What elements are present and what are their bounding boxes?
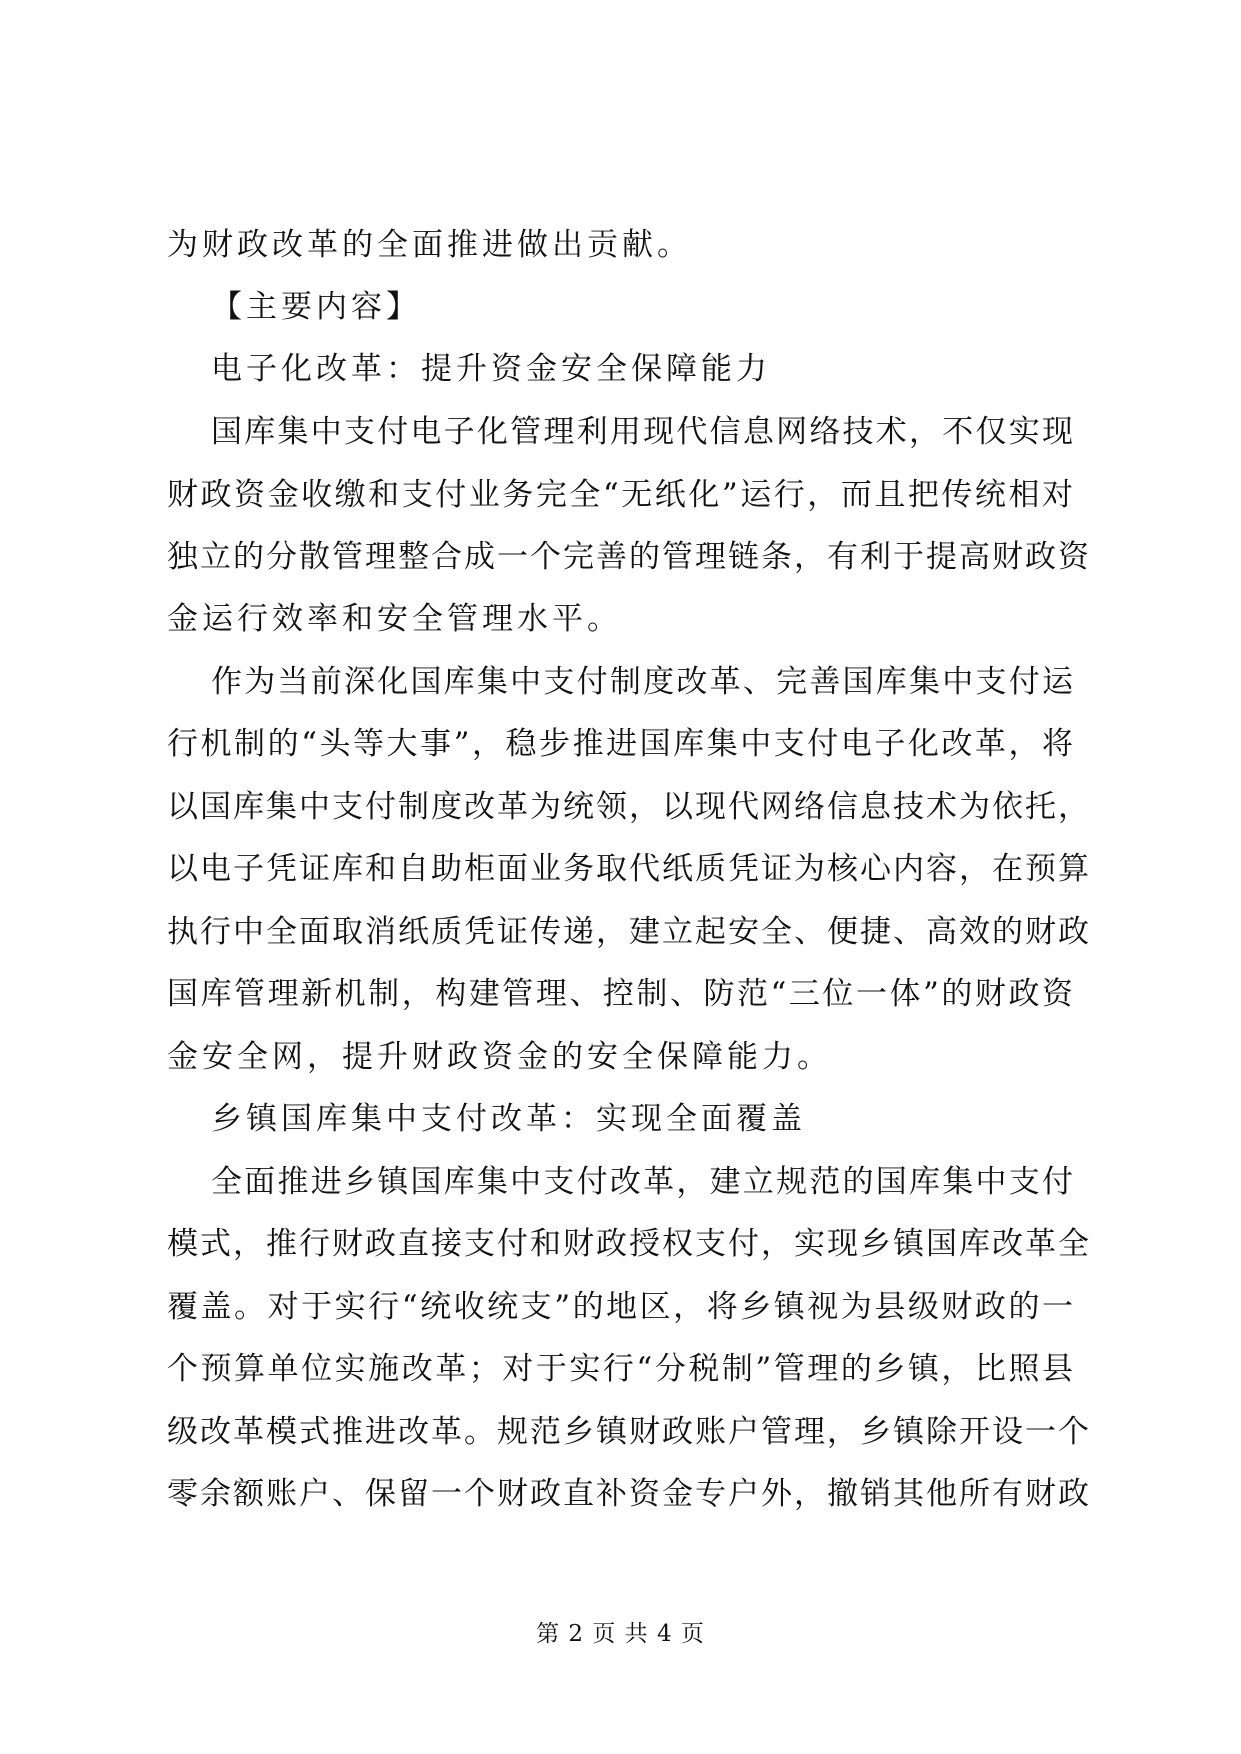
text-line: 金运行效率和安全管理水平。 — [167, 601, 622, 637]
text-line: 国库管理新机制，构建管理、控制、防范“三位一体”的财政资 — [167, 976, 1075, 1012]
text-line: 金安全网，提升财政资金的安全保障能力。 — [167, 1039, 832, 1075]
text-line: 独立的分散管理整合成一个完善的管理链条，有利于提高财政资 — [167, 539, 1091, 575]
text-line: 国库集中支付电子化管理利用现代信息网络技术，不仅实现 — [211, 414, 1075, 450]
text-line: 全面推进乡镇国库集中支付改革，建立规范的国库集中支付 — [211, 1164, 1075, 1200]
text-line: 行机制的“头等大事”，稳步推进国库集中支付电子化改革，将 — [167, 726, 1075, 762]
text-line: 作为当前深化国库集中支付制度改革、完善国库集中支付运 — [211, 664, 1075, 700]
text-line: 以国库集中支付制度改革为统领，以现代网络信息技术为依托， — [167, 789, 1091, 825]
text-line: 零余额账户、保留一个财政直补资金专户外，撤销其他所有财政 — [167, 1476, 1091, 1512]
section-heading: 电子化改革：提升资金安全保障能力 — [211, 351, 771, 387]
text-line: 为财政改革的全面推进做出贡献。 — [167, 227, 692, 263]
text-line: 级改革模式推进改革。规范乡镇财政账户管理，乡镇除开设一个 — [167, 1414, 1091, 1450]
text-line: 个预算单位实施改革；对于实行“分税制”管理的乡镇，比照县 — [167, 1351, 1075, 1387]
page-footer: 第 2 页 共 4 页 — [536, 1621, 705, 1647]
text-line: 模式，推行财政直接支付和财政授权支付，实现乡镇国库改革全 — [167, 1226, 1091, 1262]
text-line: 覆盖。对于实行“统收统支”的地区，将乡镇视为县级财政的一 — [167, 1289, 1075, 1325]
text-line: 执行中全面取消纸质凭证传递，建立起安全、便捷、高效的财政 — [167, 914, 1091, 950]
text-line: 以电子凭证库和自助柜面业务取代纸质凭证为核心内容，在预算 — [167, 851, 1091, 887]
text-line: 财政资金收缴和支付业务完全“无纸化”运行，而且把传统相对 — [167, 477, 1075, 513]
section-heading: 乡镇国库集中支付改革：实现全面覆盖 — [211, 1101, 806, 1137]
section-heading: 【主要内容】 — [211, 289, 421, 325]
